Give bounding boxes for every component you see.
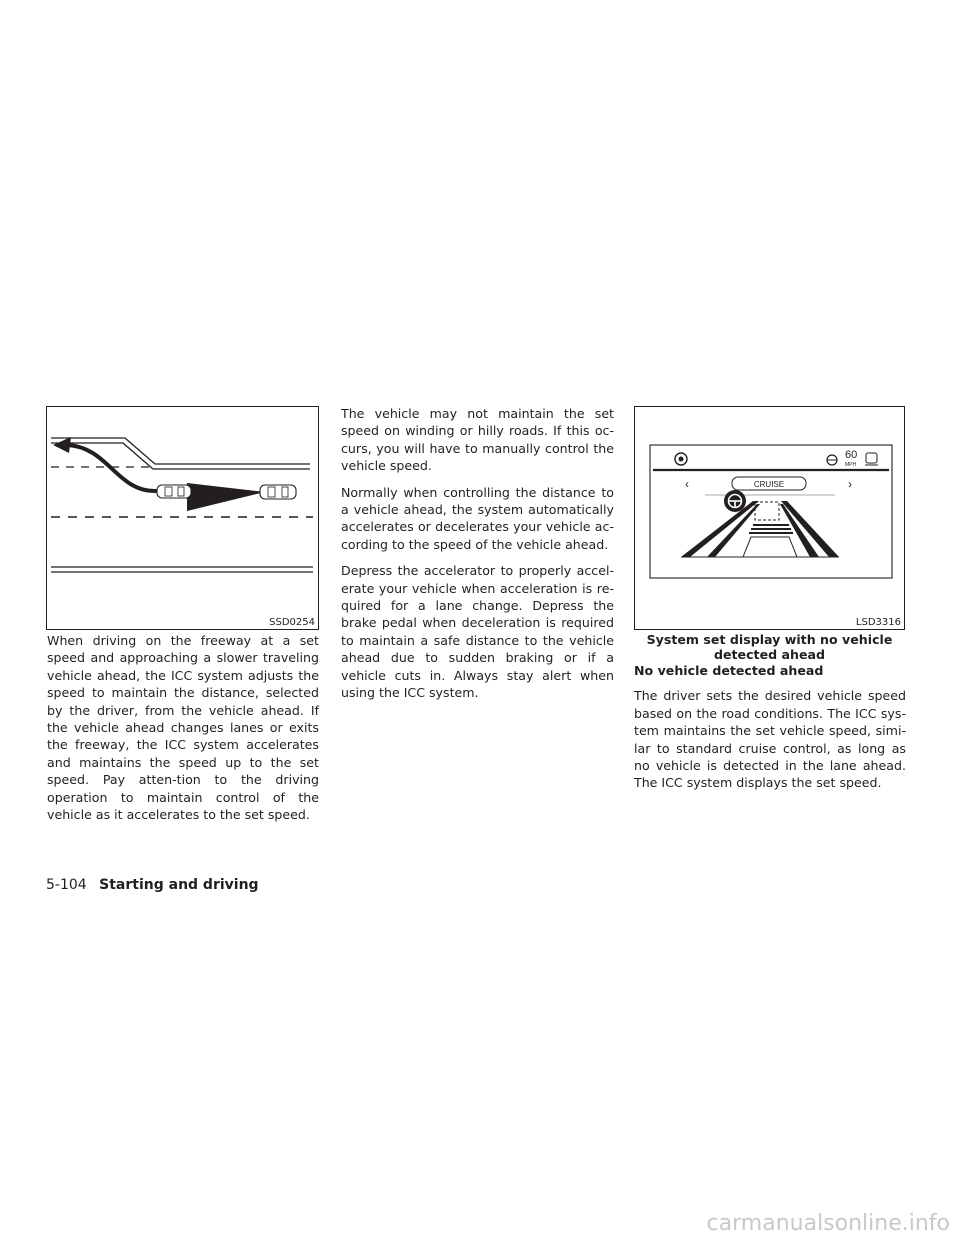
- column-3: [634, 662, 906, 801]
- set-speed-unit: MPH: [845, 462, 857, 468]
- paragraph: The driver sets the desired vehicle speed based on the road conditions. The ICC sys-tem maintains the set vehicle speed, simi-lar to standard cruise control, as long as no vehicle is detected in the lane ahead. The ICC system displays the set speed.: [634, 688, 906, 791]
- section-heading: No vehicle detected ahead: [634, 663, 824, 678]
- paragraph: Depress the accelerator to properly accel-erate your vehicle when acceleration is re-quired for a lane change. Depress the brake pedal when deceleration is required to maintain a safe distance to the vehicle ahead due to sudden braking or if a vehicle cuts in. Always stay alert when using the ICC system.: [341, 563, 614, 701]
- page-footer: [46, 876, 259, 894]
- freeway-diagram: [47, 407, 318, 629]
- own-vehicle-icon: [157, 485, 191, 498]
- lane-change-path: [67, 445, 157, 491]
- caption-line-1: System set display with no vehicle: [646, 632, 893, 647]
- road-edge-upper-inner: [51, 443, 310, 469]
- paragraph: Normally when controlling the distance to a vehicle ahead, the system automatically accelerates or decelerates your vehicle ac-cording to the speed of the vehicle ahead.: [341, 484, 614, 552]
- prev-screen-icon: ‹: [685, 477, 689, 491]
- column-2: [341, 405, 614, 711]
- steering-wheel-icon: [724, 490, 746, 512]
- vehicle-ahead-icon: [260, 485, 296, 499]
- set-speed-value: 60: [845, 449, 858, 461]
- distance-bars: [749, 524, 793, 534]
- page-number: 5-104: [46, 877, 87, 893]
- cruise-label: CRUISE: [753, 480, 785, 489]
- caption-line-2: detected ahead: [713, 647, 826, 662]
- next-screen-icon: ›: [848, 477, 852, 491]
- cruise-display-figure: [634, 406, 905, 630]
- section-title: Starting and driving: [99, 877, 259, 893]
- figure-code: LSD3316: [855, 617, 901, 628]
- column-1: [47, 632, 319, 832]
- paragraph: The vehicle may not maintain the set speed on winding or hilly roads. If this oc-curs, you will have to manually control the vehicle speed.: [341, 406, 614, 474]
- paragraph: When driving on the freeway at a set speed and approaching a slower traveling vehicle ahead, the ICC system adjusts the speed to maintain the distance, selected by the driver, from the vehicle ahead. If the vehicle ahead changes lanes or exits the freeway, the ICC system accelerates and maintains the speed up to the set speed. Pay atten-tion to the driving operation to maintain control of the vehicle as it accelerates to the set speed.: [47, 633, 319, 823]
- watermark: carmanualsonline.info: [706, 1211, 950, 1236]
- figure-code: SSD0254: [269, 617, 315, 628]
- cruise-display: [635, 407, 904, 629]
- freeway-diagram-figure: [46, 406, 319, 630]
- arrow-head-icon: [53, 437, 71, 453]
- radar-beam: [187, 483, 265, 511]
- own-vehicle-icon: [743, 537, 797, 557]
- figure-caption: [634, 632, 905, 662]
